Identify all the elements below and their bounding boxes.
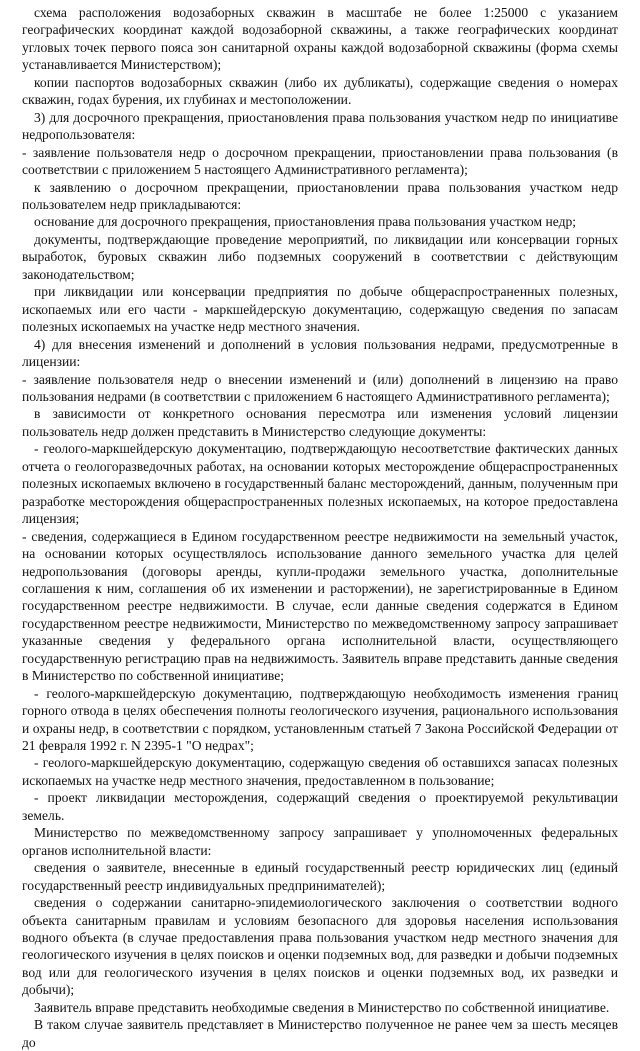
paragraph-own-initiative: Заявитель вправе представить необходимые сведения в Министерство по собственной инициативе. — [34, 999, 610, 1015]
paragraph-sanitary-conclusion: сведения о содержании санитарно-эпидемиологического заключения о соответствии водного объекта санитарным правилам и условиям безопасного для здоровья населения использования водного объекта (в случае предоставления права пользования участком недр местного значения для геологического изучения в целях поисков и оценки подземных вод, для разведки и добычи подземных вод или для геологического изучения в целях поисков и оценки подземных вод, их разведки и добычи); — [22, 895, 618, 998]
paragraph-mining-allotment: - геолого-маркшейдерскую документацию, подтверждающую необходимость изменения границ горного отвода в целях обеспечения полноты геологического изучения, рационального использования и охраны недр, в соответствии с порядком, установленным статьей 7 Закона Российской Федерации от 21 февраля 1992 г. N 2395-1 "О недрах"; — [22, 685, 618, 754]
paragraph-applicant-registry: сведения о заявителе, внесенные в единый государственный реестр юридических лиц (единый государственный реестр индивидуальных предпринимателей); — [22, 860, 618, 893]
paragraph-attachments-intro: к заявлению о досрочном прекращении, приостановлении права пользования участком недр пользователем недр прикладываются: — [22, 179, 618, 212]
paragraph-interagency-request: Министерство по межведомственному запросу запрашивает у уполномоченных федеральных органов исполнительной власти: — [22, 825, 618, 858]
paragraph-wells-scheme: схема расположения водозаборных скважин в масштабе не более 1:25000 с указанием географических координат каждой водозаборной скважины, а также географических координат угловых точек первого пояса зон санитарной охраны каждой водозаборной скважины (форма схемы устанавливается Министерством); — [22, 5, 618, 73]
paragraph-termination-application: - заявление пользователя недр о досрочном прекращении, приостановлении права пользования (в соответствии с приложением 5 настоящего Административного регламента); — [22, 144, 618, 178]
paragraph-land-registry: - сведения, содержащиеся в Едином государственном реестре недвижимости на земельный участок, на основании которых осуществлялось использование данного земельного участка для целей недропользования (договоры аренды, купли-продажи земельного участка, дополнительные соглашения к ним, соглашения об их изменении и расторжении), не зарегистрированные в Едином государственном реестре недвижимости. В случае, если данные сведения содержатся в Едином государственном реестре недвижимости, Министерство по межведомственному запросу запрашивает указанные сведения у федерального органа исполнительной власти, осуществляющего государственную регистрацию прав на недвижимость. Заявитель вправе представить данные сведения в Министерство по собственной инициативе; — [22, 528, 618, 684]
paragraph-well-passports: копии паспортов водозаборных скважин (либо их дубликаты), содержащие сведения о номерах скважин, годах бурения, их глубинах и местоположении. — [22, 74, 618, 108]
paragraph-applicant-submits: В таком случае заявитель представляет в Министерство полученное не ранее чем за шесть месяцев до — [22, 1017, 618, 1050]
paragraph-enterprise-liquidation: при ликвидации или консервации предприятия по добыче общераспространенных полезных, ископаемых или его части - маркшейдерскую документацию, содержащую сведения по запасам полезных ископаемых на участке недр местного значения. — [22, 284, 618, 335]
paragraph-liquidation-documents: документы, подтверждающие проведение мероприятий, по ликвидации или консервации горных выработок, буровых скважин либо подземных сооружений в соответствии с действующим законодательством; — [22, 231, 618, 282]
paragraph-item-4-heading: 4) для внесения изменений и дополнений в условия пользования недрами, предусмотренные в лицензии: — [22, 336, 618, 370]
paragraph-termination-basis: основание для досрочного прекращения, приостановления права пользования участком недр; — [34, 214, 577, 230]
paragraph-license-change-application: - заявление пользователя недр о внесении изменений и (или) дополнений в лицензию на право пользования недрами (в соответствии с приложением 6 настоящего Административного регламента); — [22, 371, 618, 404]
paragraph-documents-intro: в зависимости от конкретного основания пересмотра или изменения условий лицензии пользователь недр должен представить в Министерство следующие документы: — [22, 406, 618, 439]
paragraph-liquidation-project: - проект ликвидации месторождения, содержащий сведения о проектируемой рекультивации земель. — [22, 790, 618, 823]
paragraph-remaining-reserves: - геолого-маркшейдерскую документацию, содержащую сведения об оставшихся запасах полезных ископаемых на участке недр местного значения, предоставленном в пользование; — [22, 755, 618, 788]
paragraph-item-3-heading: 3) для досрочного прекращения, приостановления права пользования участком недр по инициативе недропользователя: — [22, 109, 618, 143]
paragraph-survey-discrepancy: - геолого-маркшейдерскую документацию, подтверждающую несоответствие фактических данных отчета о геологоразведочных работах, на основании которых месторождение общераспространенных полезных ископаемых включено в государственный баланс месторождений, данным, полученным при разработке месторождения общераспространенных полезных ископаемых, на которое предоставлена лицензия; — [22, 441, 618, 527]
document-body — [22, 4, 618, 1051]
